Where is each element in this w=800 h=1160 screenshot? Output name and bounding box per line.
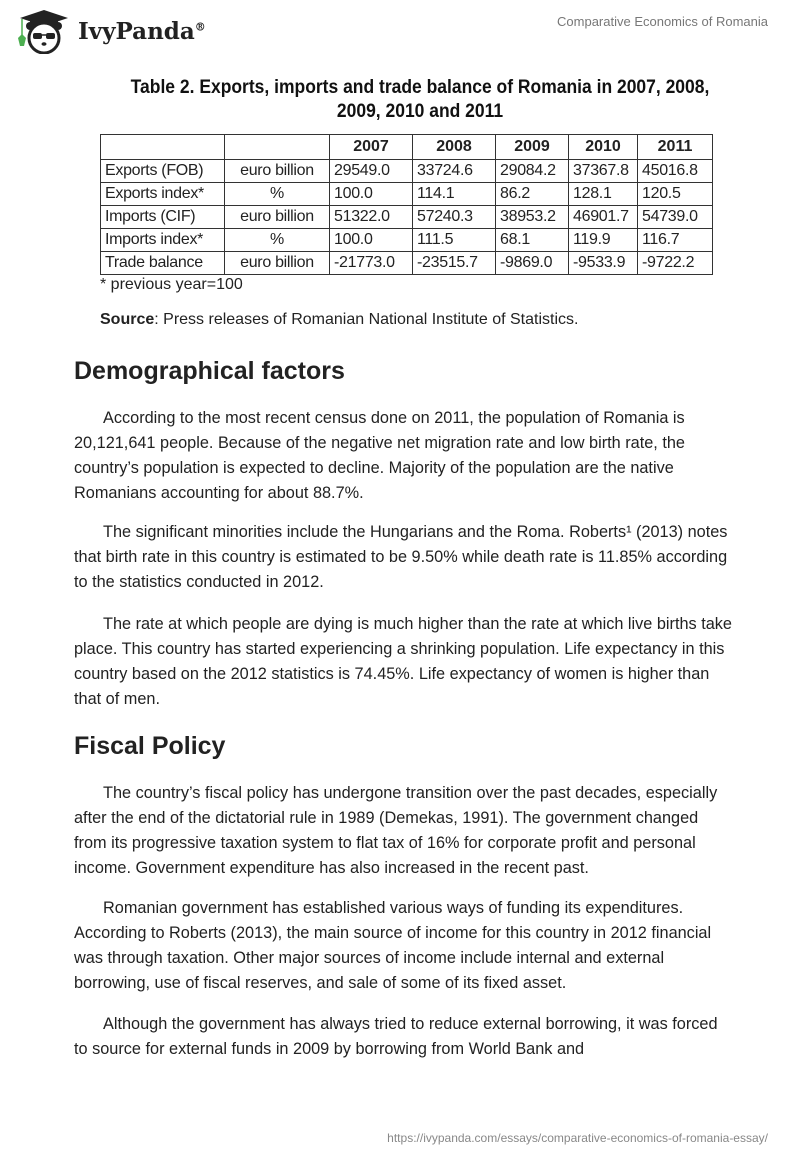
header xyxy=(0,0,800,60)
table-cell: 114.1 xyxy=(413,183,496,206)
table-cell: -9869.0 xyxy=(496,252,569,275)
year-header: 2008 xyxy=(413,135,496,160)
table-note: * previous year=100 xyxy=(100,276,243,293)
table-cell: 37367.8 xyxy=(569,160,638,183)
table-row xyxy=(101,183,713,206)
table-cell: 57240.3 xyxy=(413,206,496,229)
paragraph: Romanian government has established various ways of funding its expenditures. According to Roberts (2013), the main source of income for this country in 2012 financial was through taxation. Other major sources of income include internal and external borrowing, use of fiscal reserves, and sale of some of its fixed asset. xyxy=(74,899,712,992)
logo-text: IvyPanda® xyxy=(78,17,206,45)
table-cell: 100.0 xyxy=(330,229,413,252)
year-header: 2011 xyxy=(638,135,713,160)
table-cell: 111.5 xyxy=(413,229,496,252)
table-title: Table 2. Exports, imports and trade balance of Romania in 2007, 2008, 2009, 2010 and 2011 xyxy=(130,77,710,122)
year-header: 2009 xyxy=(496,135,569,160)
section-heading: Demographical factors xyxy=(74,357,345,385)
table-source: Source: Press releases of Romanian National Institute of Statistics. xyxy=(100,311,579,328)
table-cell: -21773.0 xyxy=(330,252,413,275)
table-row xyxy=(101,229,713,252)
row-label: Imports index* xyxy=(101,229,225,252)
year-header: 2007 xyxy=(330,135,413,160)
paragraph: The country’s fiscal policy has undergone transition over the past decades, especially after the end of the dictatorial rule in 1989 (Demekas, 1991). The government changed from its progressive taxation system to flat tax of 16% for corporate profit and personal income. Government expenditure has also increased in the recent past. xyxy=(74,784,718,877)
row-label: Exports index* xyxy=(101,183,225,206)
table-cell: -9722.2 xyxy=(638,252,713,275)
paragraph: Although the government has always tried to reduce external borrowing, it was forced to source for external funds in 2009 by borrowing from World Bank and xyxy=(74,1015,718,1058)
table-cell: 54739.0 xyxy=(638,206,713,229)
table-cell: 38953.2 xyxy=(496,206,569,229)
row-unit: euro billion xyxy=(225,252,330,275)
section-heading: Fiscal Policy xyxy=(74,732,226,760)
table-cell: 100.0 xyxy=(330,183,413,206)
paragraph: The significant minorities include the Hungarians and the Roma. Roberts¹ (2013) notes that birth rate in this country is estimated to be 9.50% while death rate is 11.85% according to the statistics conducted in 2012. xyxy=(74,523,728,591)
panda-logo-icon xyxy=(16,8,72,54)
paragraph: According to the most recent census done on 2011, the population of Romania is 20,121,641 people. Because of the negative net migration rate and low birth rate, the country’s population is expected to decline. Majority of the population are the native Romanians accounting for about 88.7%. xyxy=(74,409,685,502)
table-cell: 86.2 xyxy=(496,183,569,206)
table-cell: 29549.0 xyxy=(330,160,413,183)
table-cell: -9533.9 xyxy=(569,252,638,275)
row-unit: % xyxy=(225,229,330,252)
table-row xyxy=(101,206,713,229)
table-cell: -23515.7 xyxy=(413,252,496,275)
table-cell: 29084.2 xyxy=(496,160,569,183)
table-cell: 68.1 xyxy=(496,229,569,252)
table-cell: 33724.6 xyxy=(413,160,496,183)
table-row xyxy=(101,252,713,275)
row-label: Imports (CIF) xyxy=(101,206,225,229)
table-cell: 46901.7 xyxy=(569,206,638,229)
table-row xyxy=(101,160,713,183)
logo[interactable] xyxy=(16,8,206,54)
row-unit: % xyxy=(225,183,330,206)
source-url[interactable]: https://ivypanda.com/essays/comparative-economics-of-romania-essay/ xyxy=(387,1131,768,1145)
row-unit: euro billion xyxy=(225,206,330,229)
table-cell: 51322.0 xyxy=(330,206,413,229)
trade-table xyxy=(100,134,713,275)
table-cell: 128.1 xyxy=(569,183,638,206)
paragraph: The rate at which people are dying is much higher than the rate at which live births take place. This country has started experiencing a shrinking population. Life expectancy in this country based on the 2012 statistics is 74.45%. Life expectancy of women is higher than that of men. xyxy=(74,615,732,708)
table-cell: 120.5 xyxy=(638,183,713,206)
year-header: 2010 xyxy=(569,135,638,160)
row-label: Trade balance xyxy=(101,252,225,275)
table-header-row xyxy=(101,135,713,160)
row-unit: euro billion xyxy=(225,160,330,183)
table-cell: 45016.8 xyxy=(638,160,713,183)
table-cell: 116.7 xyxy=(638,229,713,252)
table-cell: 119.9 xyxy=(569,229,638,252)
document-title: Comparative Economics of Romania xyxy=(557,14,768,29)
row-label: Exports (FOB) xyxy=(101,160,225,183)
